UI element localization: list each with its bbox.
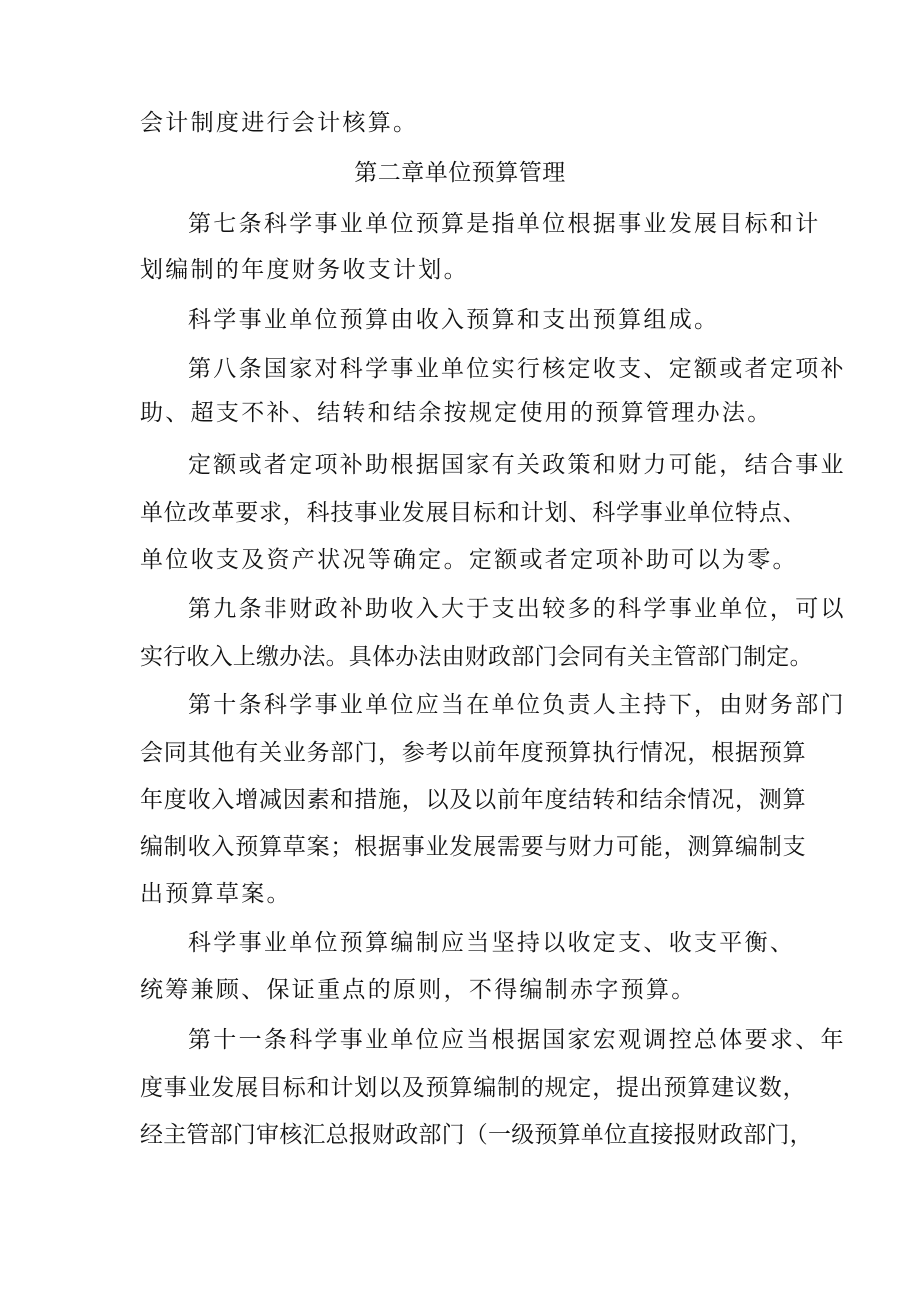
- text-line: 会同其他有关业务部门，参考以前年度预算执行情况，根据预算: [140, 740, 807, 766]
- text-line: 编制收入预算草案；根据事业发展需要与财力可能，测算编制支: [140, 834, 807, 860]
- text-line: 统筹兼顾、保证重点的原则，不得编制赤字预算。: [140, 977, 697, 1003]
- chapter-heading: 第二章单位预算管理: [354, 160, 566, 186]
- text-line: 实行收入上缴办法。具体办法由财政部门会同有关主管部门制定。: [140, 644, 813, 670]
- text-line: 第十条科学事业单位应当在单位负责人主持下，由财务部门: [188, 692, 846, 718]
- text-line: 出预算草案。: [140, 881, 292, 907]
- text-line: 第八条国家对科学事业单位实行核定收支、定额或者定项补: [188, 356, 846, 382]
- text-line: 度事业发展目标和计划以及预算编制的规定，提出预算建议数，: [140, 1075, 807, 1101]
- text-line: 定额或者定项补助根据国家有关政策和财力可能，结合事业: [188, 452, 846, 478]
- text-line: 第十一条科学事业单位应当根据国家宏观调控总体要求、年: [188, 1027, 846, 1053]
- text-line: 经主管部门审核汇总报财政部门（一级预算单位直接报财政部门，: [140, 1122, 813, 1148]
- text-line: 划编制的年度财务收支计划。: [140, 257, 469, 283]
- text-line: 年度收入增减因素和措施，以及以前年度结转和结余情况，测算: [140, 787, 807, 813]
- text-line: 第九条非财政补助收入大于支出较多的科学事业单位，可以: [188, 596, 846, 622]
- text-line: 科学事业单位预算编制应当坚持以收定支、收支平衡、: [188, 930, 796, 956]
- text-line: 第七条科学事业单位预算是指单位根据事业发展目标和计: [188, 211, 821, 237]
- text-line: 助、超支不补、结转和结余按规定使用的预算管理办法。: [140, 400, 773, 426]
- text-line: 科学事业单位预算由收入预算和支出预算组成。: [188, 307, 720, 333]
- text-line: 单位改革要求，科技事业发展目标和计划、科学事业单位特点、: [140, 500, 807, 526]
- text-line: 会计制度进行会计核算。: [140, 110, 419, 136]
- text-line: 单位收支及资产状况等确定。定额或者定项补助可以为零。: [140, 547, 798, 573]
